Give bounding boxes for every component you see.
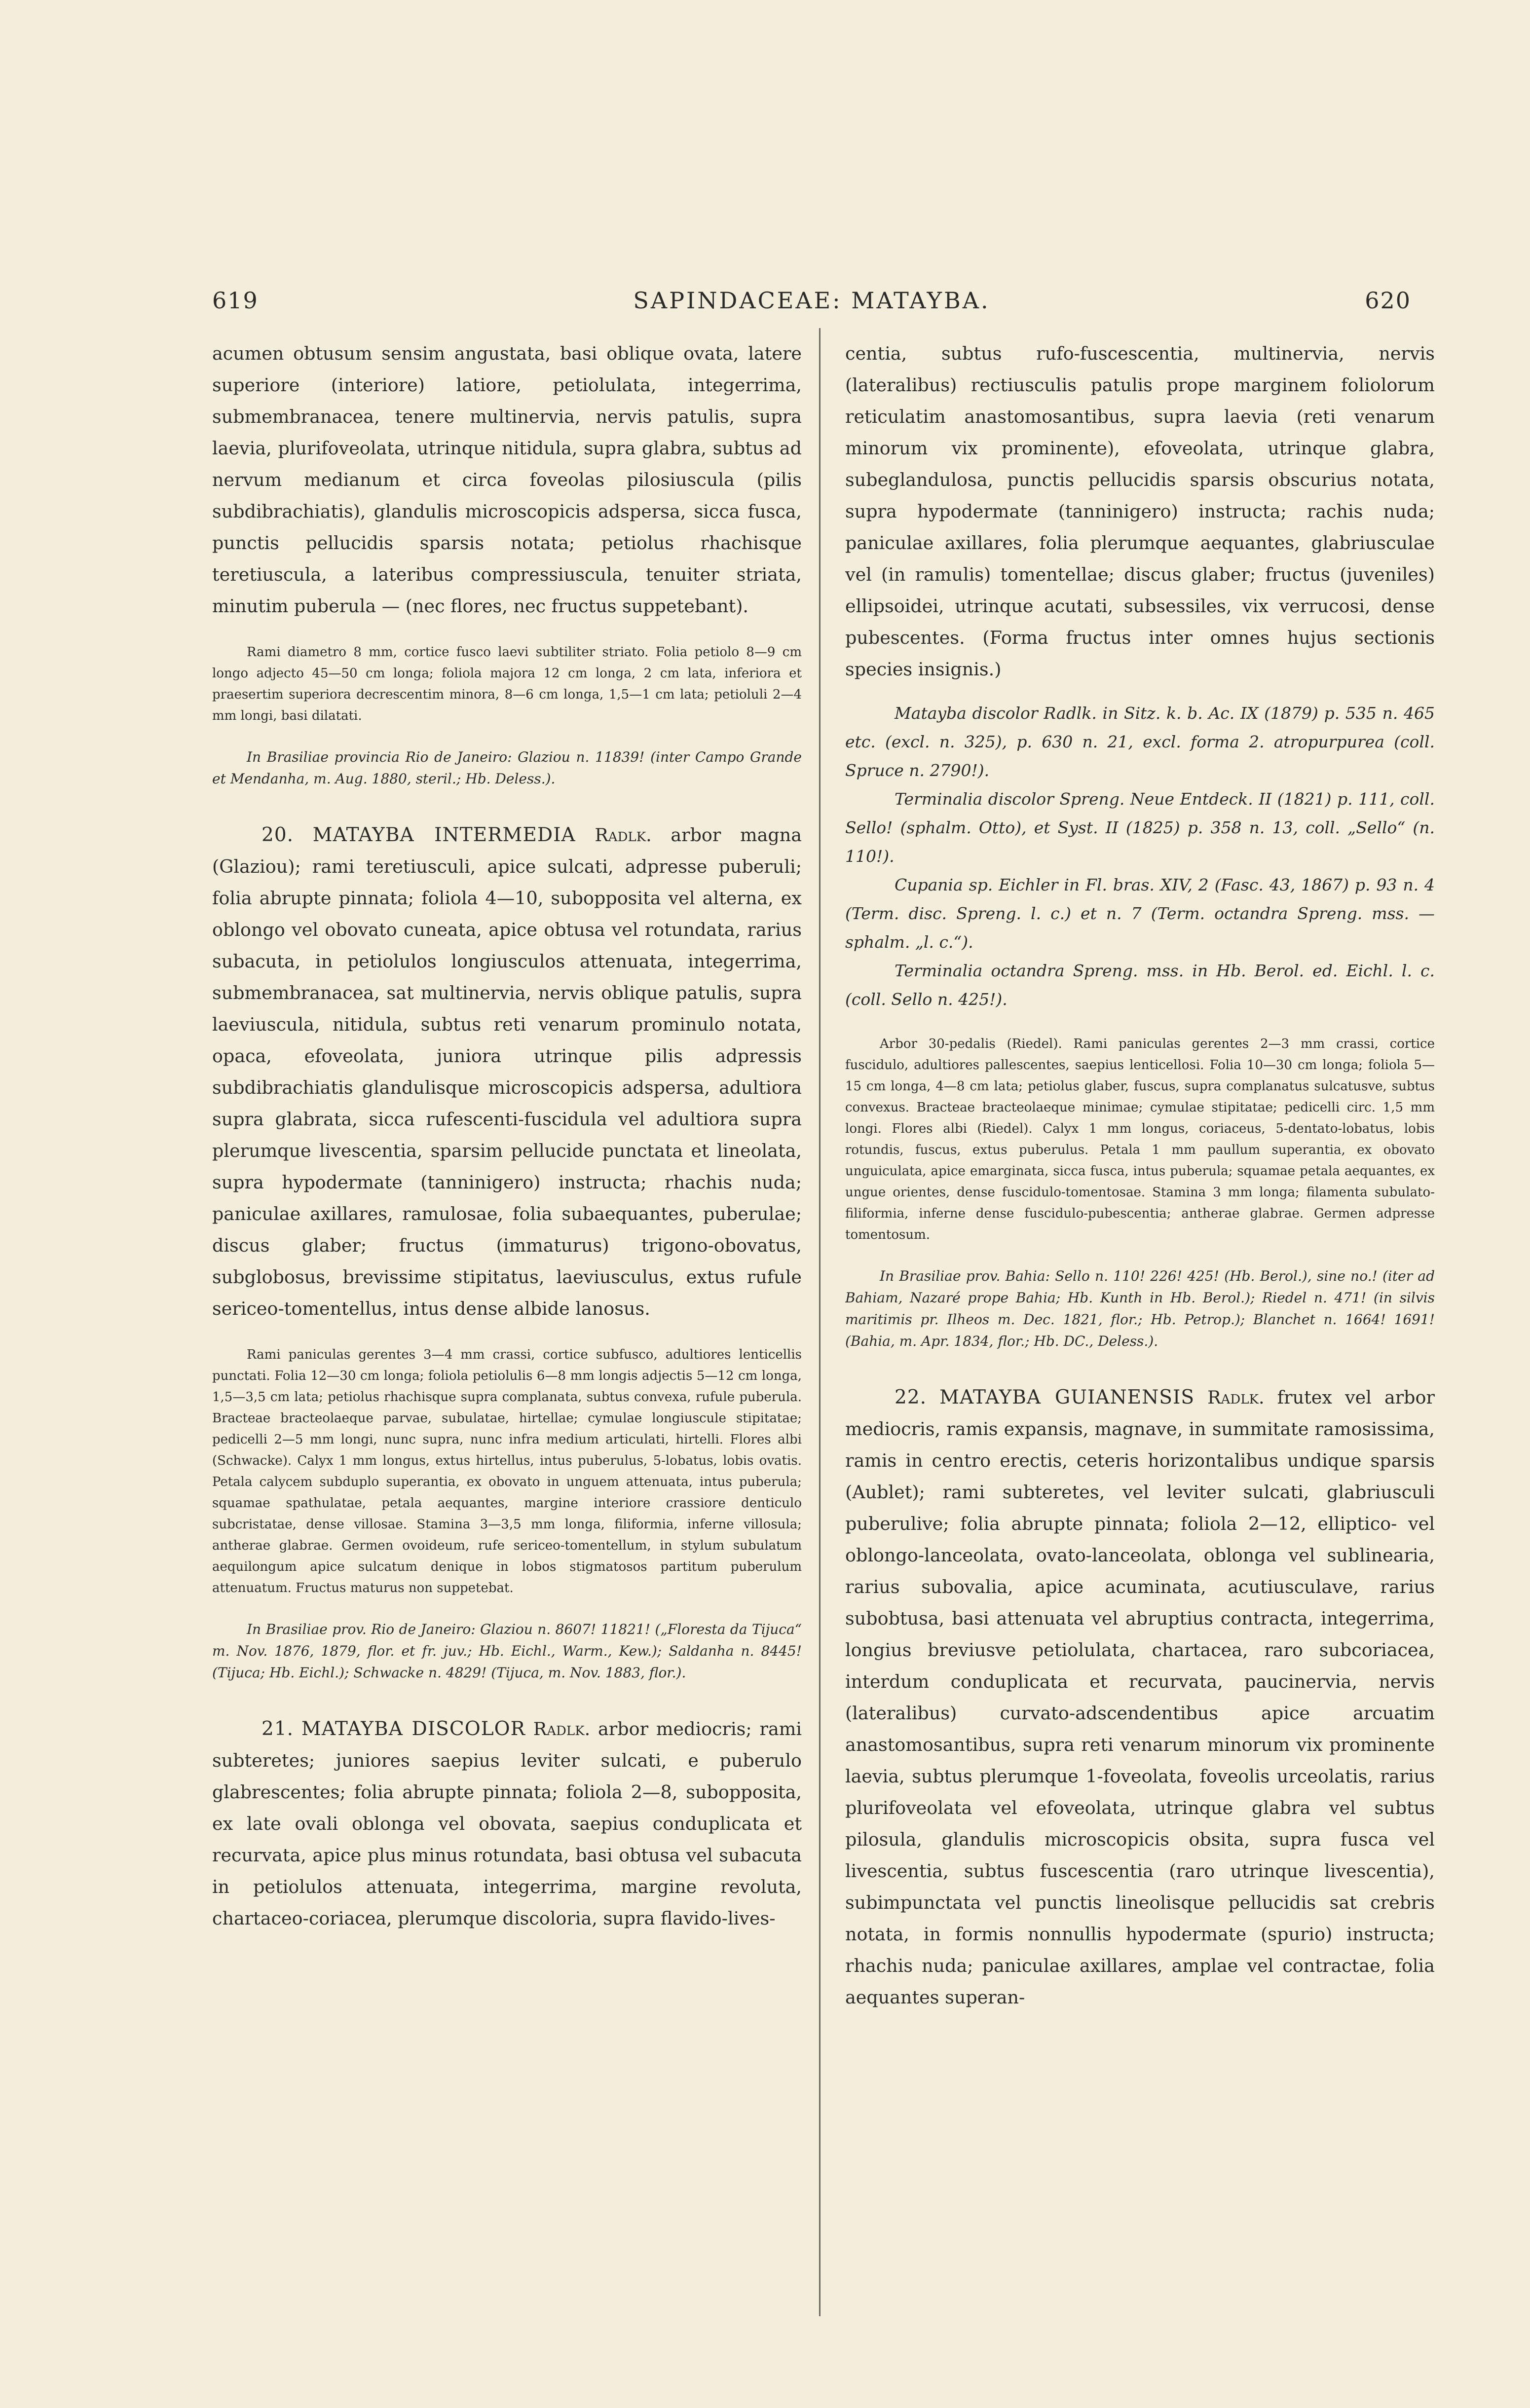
species-19-description-end: acumen obtusum sensim angustata, basi oblique ovata, latere superiore (interiore) latiore, petiolulata, integerrima, submembranacea, tenere multinervia, nervis patulis, supra laevia, plurifoveolata, utrinque nitidula, supra glabra, subtus ad nervum medianum et circa foveolas pilosiuscula (pilis subdibrachiatis), glandulis microscopicis adspersa, sicca fusca, punctis pellucidis sparsis notata; petiolus rhachisque teretiuscula, a lateribus compressiuscula, tenuiter striata, minutim puberula — (nec flores, nec fructus suppetebant). bbox=[212, 343, 802, 617]
column-divider bbox=[819, 328, 821, 2316]
species-22-entry bbox=[845, 1382, 1435, 2013]
species-21-name: MATAYBA DISCOLOR bbox=[301, 1718, 525, 1740]
synonym-terminalia-discolor: Terminalia discolor Spreng. Neue Entdeck. II (1821) p. 111, coll. Sello! (sphalm. Otto), et Syst. II (1825) p. 358 n. 13, coll. „Sello“ (n. 110!). bbox=[845, 789, 1435, 866]
species-22-author: Radlk. bbox=[1207, 1387, 1265, 1408]
species-22-text: frutex vel arbor mediocris, ramis expansis, magnave, in summitate ramosissima, ramis in centro erectis, ceteris horizontalibus undique sparsis (Aublet); rami subteretes, vel leviter sulcati, glabriusculi puberulive; folia abrupte pinnata; foliola 2—12, elliptico- vel oblongo-lanceolata, ovato-lanceolata, oblonga vel sublinearia, rarius subovalia, apice acuminata, acutiusculave, rarius subobtusa, basi attenuata vel abruptius contracta, integerrima, longius breviusve petiolulata, chartacea, raro subcoriacea, interdum conduplicata et recurvata, paucinervia, nervis (lateralibus) curvato-adscendentibus apice arcuatim anastomosantibus, supra reti venarum minorum vix prominente laevia, subtus plerumque 1-foveolata, foveolis urceolatis, rarius plurifoveolata vel efoveolata, utrinque glabra vel subtus pilosula, glandulis microscopicis obsita, supra fusca vel livescentia, subtus fuscescentia (raro utrinque livescentia), subimpunctata vel punctis lineolisque pellucidis sat crebris notata, in formis nonnullis hypodermate (spurio) instructa; rhachis nuda; paniculae axillares, amplae vel contractae, folia aequantes superan- bbox=[845, 1387, 1435, 2008]
species-22-name: MATAYBA GUIANENSIS bbox=[939, 1386, 1195, 1408]
species-21-author: Radlk. bbox=[533, 1718, 591, 1740]
species-19-locality: In Brasiliae provincia Rio de Janeiro: Glaziou n. 11839! (inter Campo Grande et Mendanha, m. Aug. 1880, steril.; Hb. Deless.). bbox=[212, 749, 802, 787]
species-21-details: Arbor 30-pedalis (Riedel). Rami paniculas gerentes 2—3 mm crassi, cortice fuscidulo, adultiores pallescentes, saepius lenticellosi. Folia 10—30 cm longa; foliola 5—15 cm longa, 4—8 cm lata; petiolus glaber, fuscus, supra complanatus sulcatusve, subtus convexus. Bracteae bracteolaeque minimae; cymulae stipitatae; pedicelli circ. 1,5 mm longi. Flores albi (Riedel). Calyx 1 mm longus, coriaceus, 5-dentato-lobatus, lobis rotundis, fuscus, extus puberulus. Petala 1 mm paullum superantia, ex obovato unguiculata, apice emarginata, sicca fusca, intus puberula; squamae petala aequantes, ex ungue orientes, dense fuscidulo-tomentosae. Stamina 3 mm longa; filamenta subulato-filiformia, inferne dense fuscidulo-pubescentia; antherae glabrae. Germen adpresse tomentosum. bbox=[845, 1037, 1435, 1242]
synonym-matayba-discolor: Matayba discolor Radlk. in Sitz. k. b. Ac. IX (1879) p. 535 n. 465 etc. (excl. n. 325), p. 630 n. 21, excl. forma 2. atropurpurea (coll. Spruce n. 2790!). bbox=[845, 704, 1435, 780]
species-20-details: Rami paniculas gerentes 3—4 mm crassi, cortice subfusco, adultiores lenticellis punctati. Folia 12—30 cm longa; foliola petiolulis 6—8 mm longis adjectis 5—12 cm longa, 1,5—3,5 cm lata; petiolus rhachisque supra complanata, subtus convexa, rufule puberula. Bracteae bracteolaeque parvae, subulatae, hirtellae; cymulae longiuscule stipitatae; pedicelli 2—5 mm longi, nunc supra, nunc infra medium articulati, hirtelli. Flores albi (Schwacke). Calyx 1 mm longus, extus hirtellus, intus puberulus, 5-lobatus, lobis ovatis. Petala calycem subduplo superantia, ex obovato in unguem attenuata, intus puberula; squamae spathulatae, petala aequantes, margine interiore crassiore denticulo subcristatae, dense villosae. Stamina 3—3,5 mm longa, filiformia, inferne villosula; antherae glabrae. Germen ovoideum, rufe sericeo-tomentellum, in stylum subulatum aequilongum apice sulcatum denique in lobos stigmatosos partitum puberulum attenuatum. Fructus maturus non suppetebat. bbox=[212, 1347, 802, 1595]
page-number-left: 619 bbox=[212, 287, 259, 314]
species-21-locality: In Brasiliae prov. Bahia: Sello n. 110! 226! 425! (Hb. Berol.), sine no.! (iter ad Bahiam, Nazaré prope Bahia; Hb. Kunth in Hb. Berol.); Riedel n. 471! (in silvis maritimis pr. Ilheos m. Dec. 1821, flor.; Hb. Petrop.); Blanchet n. 1664! 1691! (Bahia, m. Apr. 1834, flor.; Hb. DC., Deless.). bbox=[845, 1268, 1435, 1349]
species-21-text: arbor mediocris; rami subteretes; juniores saepius leviter sulcati, e puberulo glabrescentes; folia abrupte pinnata; foliola 2—8, subopposita, ex late ovali oblonga vel obovata, saepius conduplicata et recurvata, apice plus minus rotundata, basi obtusa vel subacuta in petiolulos attenuata, integerrima, margine revoluta, chartaceo-coriacea, plerumque discoloria, supra flavido-lives- bbox=[212, 1718, 802, 1929]
species-21-description-cont: centia, subtus rufo-fuscescentia, multinervia, nervis (lateralibus) rectiusculis patulis prope marginem foliolorum reticulatim anastomosantibus, supra laevia (reti venarum minorum vix prominente), efoveolata, utrinque glabra, subeglandulosa, punctis pellucidis sparsis obscurius notata, supra hypodermate (tanninigero) instructa; rachis nuda; paniculae axillares, folia plerumque aequantes, glabriusculae vel (in ramulis) tomentellae; discus glaber; fructus (juveniles) ellipsoidei, utrinque acutati, subsessiles, vix verrucosi, dense pubescentes. (Forma fructus inter omnes hujus sectionis species insignis.) bbox=[845, 343, 1435, 680]
running-title: SAPINDACEAE: MATAYBA. bbox=[633, 287, 990, 314]
page-number-right: 620 bbox=[1365, 287, 1411, 314]
species-20-entry bbox=[212, 819, 802, 1325]
running-header bbox=[212, 282, 1411, 322]
species-22-number: 22. bbox=[895, 1386, 927, 1408]
species-19-details: Rami diametro 8 mm, cortice fusco laevi subtiliter striato. Folia petiolo 8—9 cm longo adjecto 45—50 cm longa; foliola majora 12 cm longa, 2 cm lata, inferiora et praesertim superiora decrescentim minora, 8—6 cm longa, 1,5—1 cm lata; petioluli 2—4 mm longi, basi dilatati. bbox=[212, 645, 802, 723]
synonym-terminalia-octandra: Terminalia octandra Spreng. mss. in Hb. Berol. ed. Eichl. l. c. (coll. Sello n. 425!). bbox=[845, 961, 1435, 1009]
species-21-number: 21. bbox=[261, 1718, 294, 1740]
species-20-locality: In Brasiliae prov. Rio de Janeiro: Glaziou n. 8607! 11821! („Floresta da Tijuca“ m. Nov. 1876, 1879, flor. et fr. juv.; Hb. Eichl., Warm., Kew.); Saldanha n. 8445! (Tijuca; Hb. Eichl.); Schwacke n. 4829! (Tijuca, m. Nov. 1883, flor.). bbox=[212, 1621, 802, 1681]
left-column bbox=[212, 338, 802, 2306]
species-20-text: arbor magna (Glaziou); rami teretiusculi, apice sulcati, adpresse puberuli; folia abrupte pinnata; foliola 4—10, subopposita vel alterna, ex oblongo vel obovato cuneata, apice obtusa vel rotundata, rarius subacuta, in petiolulos longiusculos attenuata, integerrima, submembranacea, sat multinervia, nervis oblique patulis, supra laeviuscula, nitidula, subtus reti venarum prominulo notata, opaca, efoveolata, juniora utrinque pilis adpressis subdibrachiatis glandulisque microscopicis adspersa, adultiora supra glabrata, sicca rufescenti-fuscidula vel adultiora supra plerumque livescentia, sparsim pellucide punctata et lineolata, supra hypodermate (tanninigero) instructa; rhachis nuda; paniculae axillares, ramulosae, folia subaequantes, puberulae; discus glaber; fructus (immaturus) trigono-obovatus, subglobosus, brevissime stipitatus, laeviusculus, extus rufule sericeo-tomentellus, intus dense albide lanosus. bbox=[212, 824, 802, 1319]
right-column bbox=[845, 338, 1435, 2306]
species-20-name: MATAYBA INTERMEDIA bbox=[312, 824, 576, 846]
synonym-cupania: Cupania sp. Eichler in Fl. bras. XIV, 2 (Fasc. 43, 1867) p. 93 n. 4 (Term. disc. Spreng. l. c.) et n. 7 (Term. octandra Spreng. mss. — sphalm. „l. c.“). bbox=[845, 875, 1435, 952]
species-21-entry bbox=[212, 1713, 802, 1934]
species-20-number: 20. bbox=[261, 824, 294, 846]
species-20-author: Radlk. bbox=[595, 824, 652, 846]
